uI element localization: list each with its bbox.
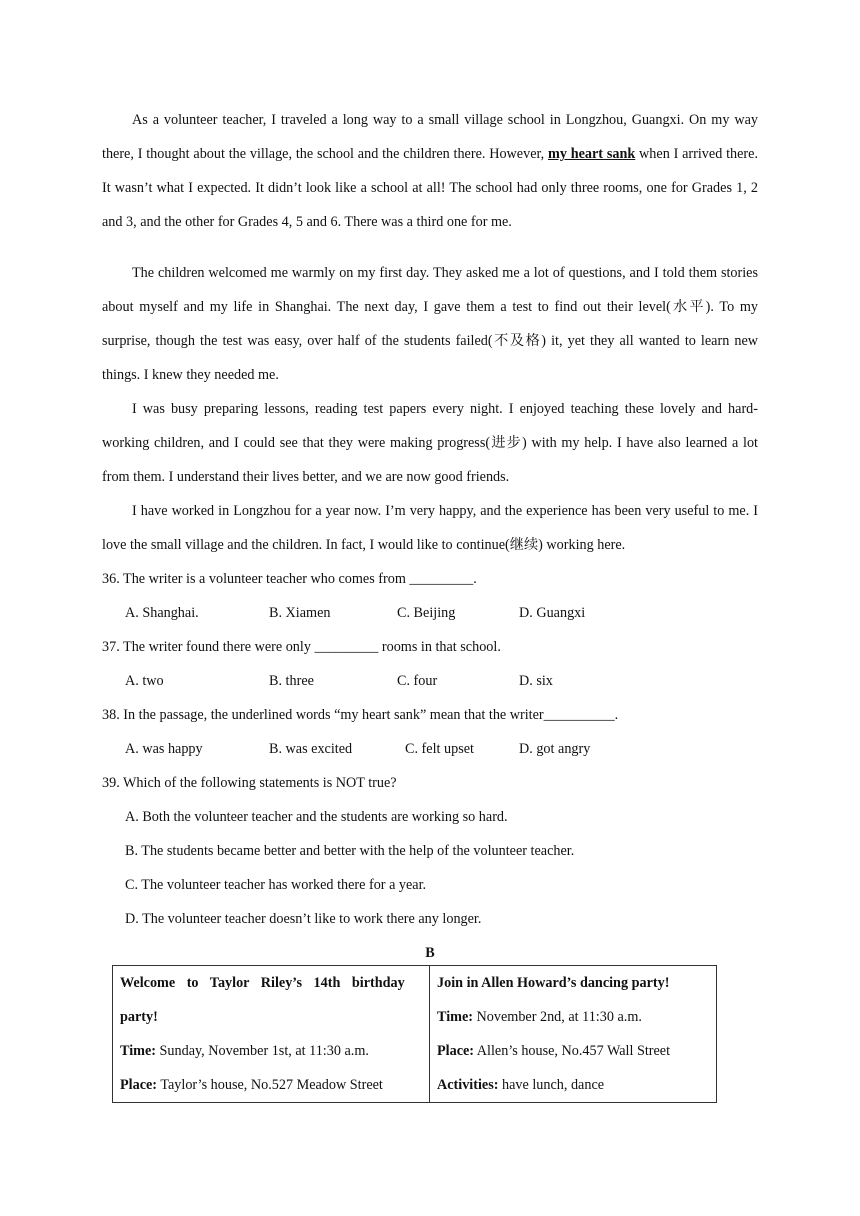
passage-paragraph-2: The children welcomed me warmly on my first day. They asked me a lot of questions, and I told them stories about myself and my life in Shanghai. The next day, I gave them a test to find out their level(水平). To my surprise, though the test was easy, over half of the students failed(不及格) it, yet they all wanted to learn new things. I knew they needed me.	[102, 265, 758, 383]
option-c[interactable]: C. Beijing	[397, 605, 456, 621]
time-label: Time:	[437, 1009, 473, 1025]
invitation-place	[120, 1068, 422, 1102]
option-d[interactable]: D. six	[519, 673, 553, 689]
option-d[interactable]: D. The volunteer teacher doesn’t like to work there any longer.	[125, 911, 482, 927]
invitation-title: Welcome to Taylor Riley’s 14th birthday	[120, 975, 405, 991]
time-value: Sunday, November 1st, at 11:30 a.m.	[156, 1043, 369, 1059]
question-38-stem: 38. In the passage, the underlined words “my heart sank” mean that the writer__________.	[102, 707, 619, 723]
option-b[interactable]: B. Xiamen	[269, 605, 331, 621]
invitation-place	[437, 1034, 709, 1068]
place-label: Place:	[120, 1077, 158, 1093]
activities-label: Activities:	[437, 1077, 499, 1093]
option-c[interactable]: C. four	[397, 673, 438, 689]
reading-passage-page	[102, 103, 758, 970]
question-39-stem: 39. Which of the following statements is NOT true?	[102, 775, 397, 791]
option-a[interactable]: A. Both the volunteer teacher and the students are working so hard.	[125, 809, 508, 825]
passage-paragraph-3: I was busy preparing lessons, reading test papers every night. I enjoyed teaching these lovely and hard-working children, and I could see that they were making progress(进步) with my help. I have also learned a lot from them. I understand their lives better, and we are now good friends.	[102, 401, 758, 485]
option-b[interactable]: B. was excited	[269, 741, 353, 757]
place-value: Taylor’s house, No.527 Meadow Street	[157, 1077, 383, 1093]
option-b[interactable]: B. The students became better and better with the help of the volunteer teacher.	[125, 843, 575, 859]
underlined-phrase: my heart sank	[548, 146, 636, 162]
paragraph-text: As a volunteer teacher, I traveled a long way to a small village school in Longzhou, Guangxi. On my way there, I thought about the village, the school and the children there. However,	[102, 112, 758, 162]
time-label: Time:	[120, 1043, 156, 1059]
question-36-options	[102, 596, 758, 630]
invitation-allen	[430, 966, 717, 1103]
place-value: Allen’s house, No.457 Wall Street	[474, 1043, 671, 1059]
place-label: Place:	[437, 1043, 475, 1059]
question-37-options	[102, 664, 758, 698]
paragraph-text: when I arrived there. It wasn’t what I expected. It didn’t look like a school at all! The school had only three rooms, one for Grades 1, 2 and 3, and the other for Grades 4, 5 and 6. There was a third one for me.	[102, 146, 758, 230]
party-invitations-table	[112, 965, 717, 1103]
section-b-label: B	[425, 945, 435, 961]
option-a[interactable]: A. Shanghai.	[125, 605, 199, 621]
passage-paragraph-4: I have worked in Longzhou for a year now. I’m very happy, and the experience has been very useful to me. I love the small village and the children. In fact, I would like to continue(继续) working here.	[102, 503, 758, 553]
option-b[interactable]: B. three	[269, 673, 314, 689]
question-36-stem: 36. The writer is a volunteer teacher who comes from _________.	[102, 571, 477, 587]
passage-paragraph-1	[102, 103, 758, 239]
option-d[interactable]: D. Guangxi	[519, 605, 586, 621]
invitation-title-cont: party!	[120, 1009, 158, 1025]
invitation-time	[437, 1000, 709, 1034]
invitation-activities	[437, 1068, 709, 1102]
option-a[interactable]: A. two	[125, 673, 164, 689]
option-c[interactable]: C. The volunteer teacher has worked there for a year.	[125, 877, 427, 893]
option-c[interactable]: C. felt upset	[405, 741, 474, 757]
invitation-taylor	[113, 966, 430, 1103]
option-d[interactable]: D. got angry	[519, 741, 591, 757]
option-a[interactable]: A. was happy	[125, 741, 203, 757]
question-38-options	[102, 732, 758, 766]
invitation-time	[120, 1034, 422, 1068]
activities-value: have lunch, dance	[498, 1077, 605, 1093]
invitation-title: Join in Allen Howard’s dancing party!	[437, 975, 670, 991]
time-value: November 2nd, at 11:30 a.m.	[473, 1009, 642, 1025]
question-37-stem: 37. The writer found there were only _________ rooms in that school.	[102, 639, 501, 655]
